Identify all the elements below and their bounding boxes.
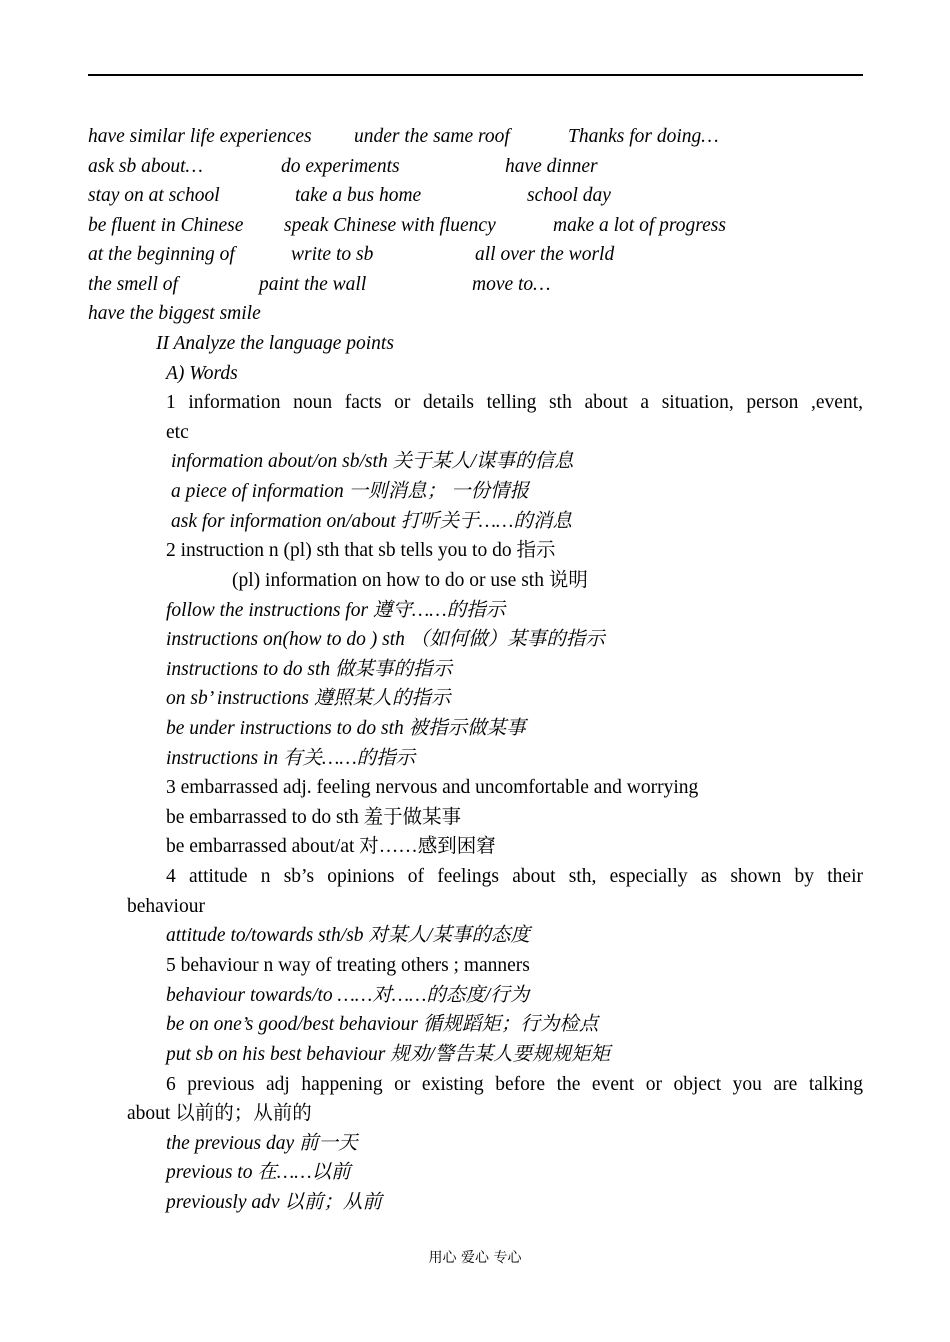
phrase: school day [527, 185, 611, 206]
word-example: instructions in 有关……的指示 [166, 748, 416, 769]
word-example: follow the instructions for 遵守……的指示 [166, 600, 506, 621]
section-heading: II Analyze the language points [156, 333, 394, 354]
subsection-heading: A) Words [166, 363, 238, 384]
phrase: have dinner [505, 156, 598, 177]
word-example: ask for information on/about 打听关于……的消息 [171, 511, 572, 532]
word-example: be embarrassed to do sth 羞于做某事 [166, 807, 462, 828]
word-definition: 4 attitude n sb’s opinions of feelings about sth, especially as shown by their [166, 866, 863, 887]
phrase: move to… [472, 274, 551, 295]
word-example: previous to 在……以前 [166, 1162, 351, 1183]
word-definition: 2 instruction n (pl) sth that sb tells you to do 指示 [166, 540, 556, 561]
word-example: behaviour towards/to ……对……的态度/行为 [166, 985, 530, 1006]
page-footer: 用心 爱心 专心 [428, 1250, 522, 1266]
word-definition: 1 information noun facts or details telling sth about a situation, person ,event, [166, 392, 863, 413]
phrase: write to sb [291, 244, 374, 265]
word-definition: 3 embarrassed adj. feeling nervous and uncomfortable and worrying [166, 777, 699, 798]
phrase: do experiments [281, 156, 400, 177]
word-definition-cont: behaviour [127, 896, 205, 917]
word-example: be under instructions to do sth 被指示做某事 [166, 718, 526, 739]
phrase: all over the world [475, 244, 615, 265]
phrase: speak Chinese with fluency [284, 215, 496, 236]
phrase: at the beginning of [88, 244, 235, 265]
phrase: Thanks for doing… [568, 126, 719, 147]
word-example: attitude to/towards sth/sb 对某人/某事的态度 [166, 925, 530, 946]
phrase: be fluent in Chinese [88, 215, 244, 236]
phrase: under the same roof [354, 126, 510, 147]
word-example: on sb’ instructions 遵照某人的指示 [166, 688, 451, 709]
word-example: instructions to do sth 做某事的指示 [166, 659, 453, 680]
phrase: ask sb about… [88, 156, 203, 177]
header-rule [88, 74, 863, 76]
phrase: have similar life experiences [88, 126, 312, 147]
word-example: information about/on sb/sth 关于某人/谋事的信息 [171, 451, 574, 472]
word-example: the previous day 前一天 [166, 1133, 358, 1154]
word-definition-cont: (pl) information on how to do or use sth 说明 [232, 570, 588, 591]
word-example: previously adv 以前；从前 [166, 1192, 382, 1213]
word-example: be on one’s good/best behaviour 循规蹈矩；行为检点 [166, 1014, 599, 1035]
phrase: make a lot of progress [553, 215, 726, 236]
word-definition-cont: etc [166, 422, 189, 443]
phrase: take a bus home [295, 185, 422, 206]
phrase: paint the wall [259, 274, 367, 295]
phrase: stay on at school [88, 185, 220, 206]
word-definition-cont: about 以前的；从前的 [127, 1103, 312, 1124]
phrase: have the biggest smile [88, 303, 261, 324]
phrase: the smell of [88, 274, 178, 295]
word-definition: 5 behaviour n way of treating others ; manners [166, 955, 530, 976]
word-example: put sb on his best behaviour 规劝/警告某人要规规矩矩 [166, 1044, 611, 1065]
word-example: instructions on(how to do ) sth （如何做）某事的指示 [166, 629, 605, 650]
word-definition: 6 previous adj happening or existing before the event or object you are talking [166, 1074, 863, 1095]
word-example: be embarrassed about/at 对……感到困窘 [166, 836, 496, 857]
word-example: a piece of information 一则消息； 一份情报 [171, 481, 530, 502]
